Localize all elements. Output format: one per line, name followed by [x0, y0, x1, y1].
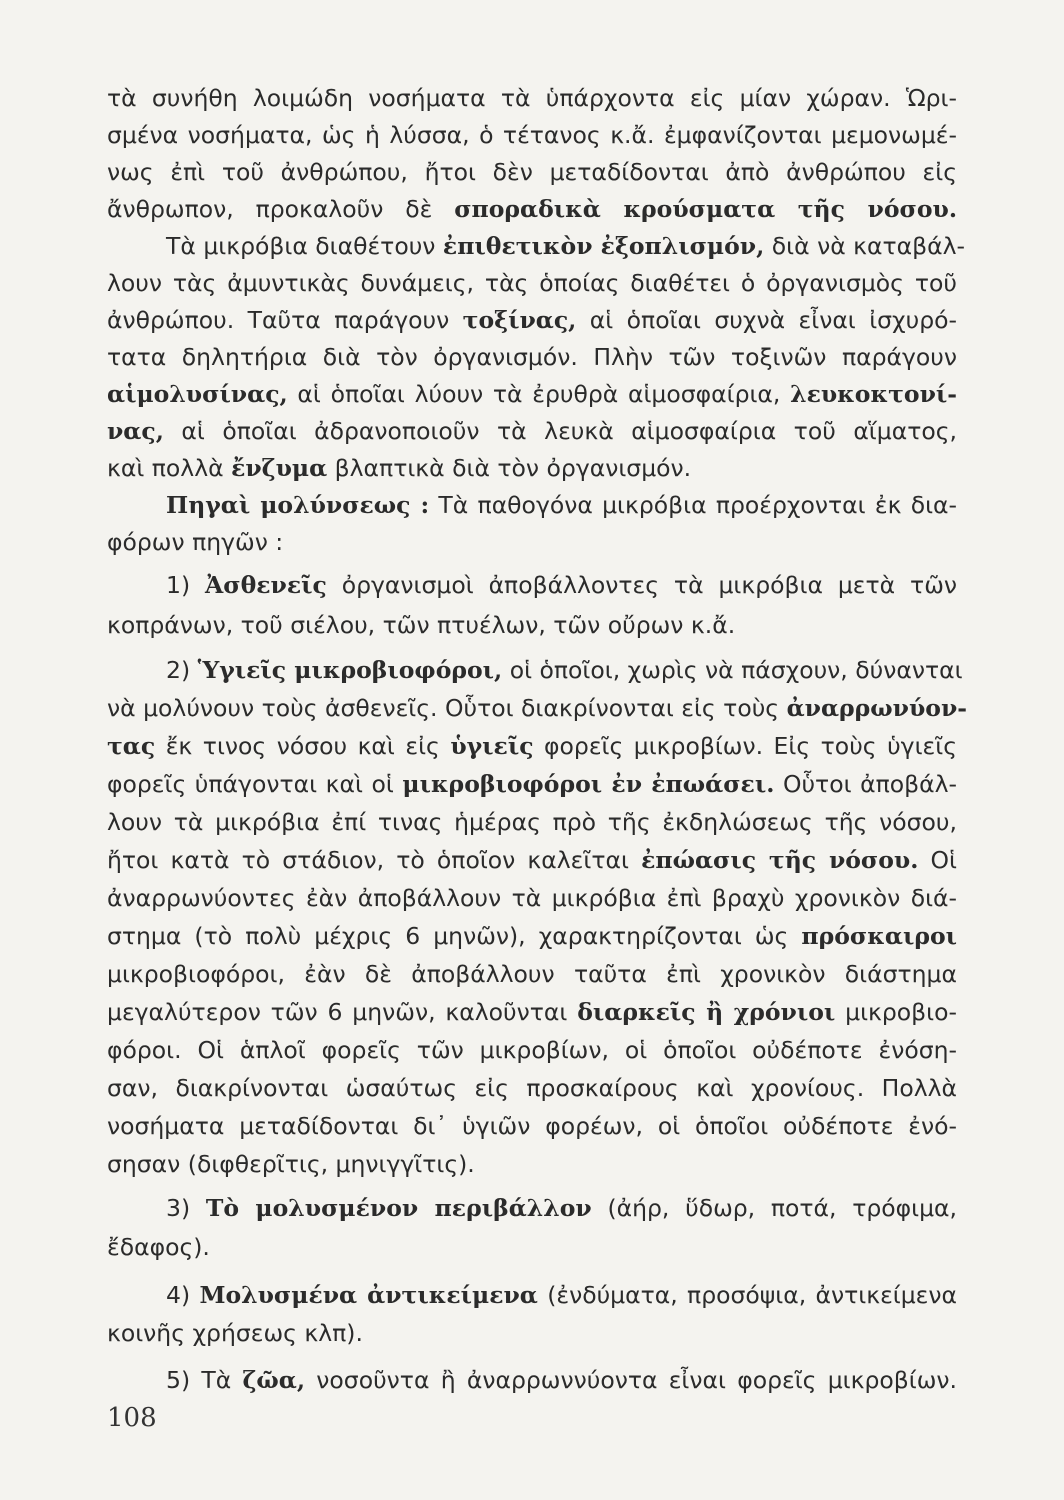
text-run: τὰ συνήθη λοιμώδη νοσήματα τὰ ὑπάρχοντα εἰς μίαν χώραν. Ὡρι-: [107, 84, 957, 112]
bold-term: τοξίνας,: [462, 306, 577, 334]
text-line: [166, 570, 957, 600]
text-line: [107, 453, 957, 483]
bold-term: μικροβιοφόροι ἐν ἐπωάσει.: [402, 770, 775, 798]
bold-term: νας,: [107, 417, 164, 445]
text-run: αἱ ὁποῖαι λύουν τὰ ἐρυθρὰ αἱμοσφαίρια,: [287, 380, 791, 408]
text-run: Τὰ μικρόβια διαθέτουν: [166, 232, 443, 260]
text-line: [107, 1149, 957, 1179]
text-run: νοσοῦντα ἢ ἀναρρωννύοντα εἶναι φορεῖς μικροβίων.: [305, 1366, 957, 1394]
bold-term: λευκοκτονί-: [790, 380, 957, 408]
text-run: οἱ ὁποῖοι, χωρὶς νὰ πάσχουν, δύνανται: [502, 656, 963, 684]
bold-term: τας: [107, 732, 156, 760]
text-run: 1): [166, 571, 206, 599]
text-line: [166, 655, 963, 685]
text-run: κοπράνων, τοῦ σιέλου, τῶν πτυέλων, τῶν οὔρων κ.ἄ.: [107, 611, 736, 639]
text-run: φόρων πηγῶν :: [107, 528, 284, 556]
text-run: σησαν (διφθερῖτις, μηνιγγῖτις).: [107, 1150, 475, 1178]
bold-term: πρόσκαιροι: [801, 922, 957, 950]
text-run: αἱ ὁποῖαι ἀδρανοποιοῦν τὰ λευκὰ αἱμοσφαίρια τοῦ αἵματος,: [163, 417, 957, 445]
text-line: [107, 268, 957, 298]
text-run: λουν τὰς ἀμυντικὰς δυνάμεις, τὰς ὁποίας διαθέτει ὁ ὀργανισμὸς τοῦ: [107, 269, 957, 297]
text-run: μικροβιο-: [835, 998, 957, 1026]
text-line: [107, 120, 957, 150]
bold-term: ἀναρρωνύον-: [786, 694, 968, 722]
text-line: [107, 194, 957, 224]
text-run: Οὗτοι ἀποβάλ-: [774, 770, 957, 798]
text-line: [166, 490, 957, 520]
text-line: [107, 1318, 957, 1348]
text-run: Οἱ: [918, 846, 957, 874]
text-line: [107, 1073, 957, 1103]
text-line: [107, 1232, 957, 1262]
text-run: βλαπτικὰ διὰ τὸν ὀργανισμόν.: [327, 454, 692, 482]
bold-term: ἔνζυμα: [231, 454, 328, 482]
text-line: [107, 379, 957, 409]
bold-term: Τὸ μολυσμένον περιβάλλον: [205, 1194, 592, 1222]
text-run: κοινῆς χρήσεως κλπ).: [107, 1319, 363, 1347]
text-run: 2): [166, 656, 198, 684]
text-line: [166, 231, 966, 261]
text-line: [107, 342, 957, 372]
bold-term: σποραδικὰ κρούσματα τῆς νόσου.: [454, 195, 958, 223]
bold-term: διαρκεῖς ἢ χρόνιοι: [577, 998, 836, 1026]
text-run: νὰ μολύνουν τοὺς ἀσθενεῖς. Οὗτοι διακρίνονται εἰς τοὺς: [107, 694, 787, 722]
text-line: [107, 731, 957, 761]
text-line: [107, 1035, 957, 1065]
text-run: φόροι. Οἱ ἁπλοῖ φορεῖς τῶν μικροβίων, οἱ ὁποῖοι οὐδέποτε ἐνόση-: [107, 1036, 957, 1064]
text-run: σαν, διακρίνονται ὡσαύτως εἰς προσκαίρους καὶ χρονίους. Πολλὰ: [107, 1074, 957, 1102]
text-run: καὶ πολλὰ: [107, 454, 232, 482]
text-run: ἔκ τινος νόσου καὶ εἰς: [155, 732, 451, 760]
text-line: [166, 1280, 957, 1310]
text-run: 3): [166, 1194, 206, 1222]
text-run: (ἐνδύματα, προσόψια, ἀντικείμενα: [537, 1281, 958, 1309]
text-line: [107, 610, 957, 640]
text-line: [107, 845, 957, 875]
text-line: [107, 883, 957, 913]
text-line: [107, 83, 957, 113]
text-run: 4): [166, 1281, 200, 1309]
bold-term: Ὑγιεῖς μικροβιοφόροι,: [197, 656, 503, 684]
text-line: [107, 807, 957, 837]
text-run: ἔδαφος).: [107, 1233, 210, 1261]
text-line: [107, 997, 957, 1027]
bold-term: ζῶα,: [242, 1366, 306, 1394]
text-line: [107, 527, 957, 557]
bold-term: Ἀσθενεῖς: [205, 571, 327, 599]
text-run: φορεῖς μικροβίων. Εἰς τοὺς ὑγιεῖς: [533, 732, 957, 760]
text-run: ὀργανισμοὶ ἀποβάλλοντες τὰ μικρόβια μετὰ τῶν: [326, 571, 958, 599]
text-line: [107, 693, 968, 723]
text-run: αἱ ὁποῖαι συχνὰ εἶναι ἰσχυρό-: [576, 306, 958, 334]
text-run: ἤτοι κατὰ τὸ στάδιον, τὸ ὁποῖον καλεῖται: [107, 846, 642, 874]
bold-term: ὑγιεῖς: [450, 732, 534, 760]
text-line: [166, 1193, 957, 1223]
text-run: μικροβιοφόροι, ἐὰν δὲ ἀποβάλλουν ταῦτα ἐπὶ χρονικὸν διάστημα: [107, 960, 957, 988]
text-line: [107, 1111, 957, 1141]
text-run: ἀναρρωνύοντες ἐὰν ἀποβάλλουν τὰ μικρόβια ἐπὶ βραχὺ χρονικὸν διά-: [107, 884, 957, 912]
text-line: [107, 769, 957, 799]
text-run: μεγαλύτερον τῶν 6 μηνῶν, καλοῦνται: [107, 998, 578, 1026]
text-line: [107, 416, 957, 446]
text-run: διὰ νὰ καταβάλ-: [764, 232, 966, 260]
bold-term: Πηγαὶ μολύνσεως :: [166, 491, 430, 519]
bold-term: ἐπώασις τῆς νόσου.: [641, 846, 919, 874]
text-line: [107, 305, 957, 335]
text-line: [107, 959, 957, 989]
text-line: [166, 1365, 957, 1395]
bold-term: Μολυσμένα ἀντικείμενα: [199, 1281, 538, 1309]
text-run: (ἀήρ, ὕδωρ, ποτά, τρόφιμα,: [591, 1194, 958, 1222]
text-run: νοσήματα μεταδίδονται δι᾿ ὑγιῶν φορέων, οἱ ὁποῖοι οὐδέποτε ἐνό-: [107, 1112, 957, 1140]
text-run: ἀνθρώπου. Ταῦτα παράγουν: [107, 306, 463, 334]
text-run: 5) Τὰ: [166, 1366, 243, 1394]
text-line: [107, 157, 957, 187]
text-line: [107, 921, 957, 951]
text-run: λουν τὰ μικρόβια ἐπί τινας ἡμέρας πρὸ τῆς ἐκδηλώσεως τῆς νόσου,: [107, 808, 957, 836]
text-run: τατα δηλητήρια διὰ τὸν ὀργανισμόν. Πλὴν τῶν τοξινῶν παράγουν: [107, 343, 957, 371]
text-run: στημα (τὸ πολὺ μέχρις 6 μηνῶν), χαρακτηρίζονται ὡς: [107, 922, 802, 950]
page-number: 108: [107, 1403, 157, 1433]
text-run: νως ἐπὶ τοῦ ἀνθρώπου, ἤτοι δὲν μεταδίδονται ἀπὸ ἀνθρώπου εἰς: [107, 158, 957, 186]
text-run: ἄνθρωπον, προκαλοῦν δὲ: [107, 195, 455, 223]
bold-term: ἐπιθετικὸν ἐξοπλισμόν,: [442, 232, 765, 260]
text-run: φορεῖς ὑπάγονται καὶ οἱ: [107, 770, 403, 798]
bold-term: αἱμολυσίνας,: [107, 380, 288, 408]
text-run: σμένα νοσήματα, ὡς ἡ λύσσα, ὁ τέτανος κ.ἄ. ἐμφανίζονται μεμονωμέ-: [107, 121, 957, 149]
text-run: Τὰ παθογόνα μικρόβια προέρχονται ἐκ δια-: [429, 491, 957, 519]
